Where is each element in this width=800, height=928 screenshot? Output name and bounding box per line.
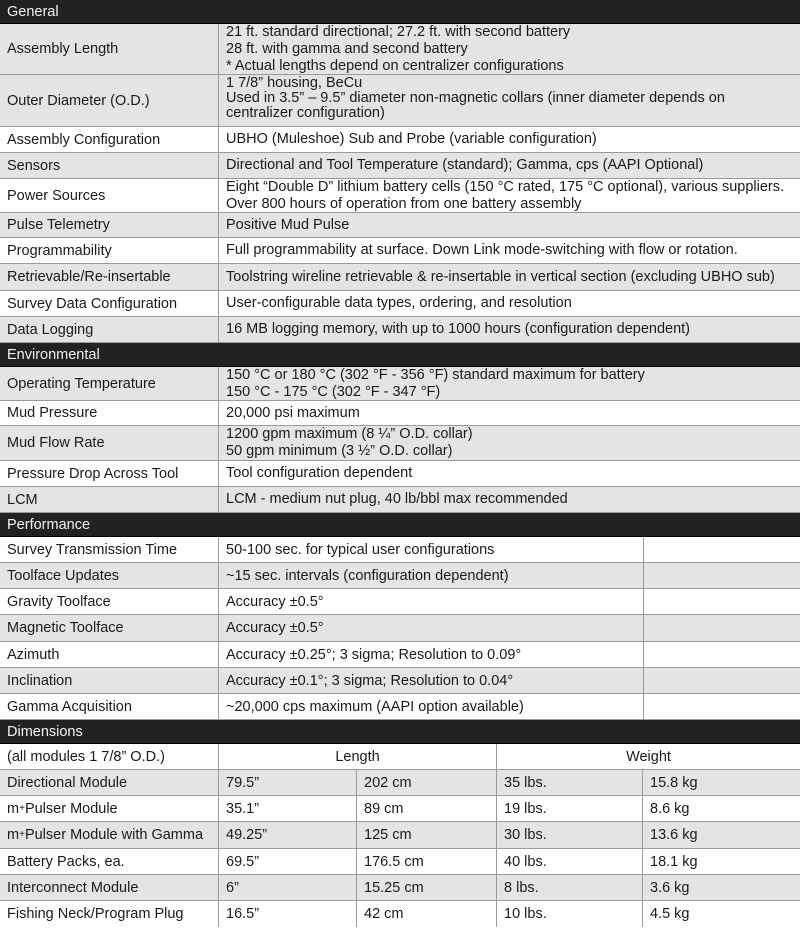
weight-kg: 18.1 kg [650,853,698,870]
spec-label: Assembly Configuration [0,127,219,152]
empty-cell [644,563,800,588]
length-cm: 125 cm [357,822,497,848]
spec-value-line: Positive Mud Pulse [226,216,350,233]
spec-value-line: Full programmability at surface. Down Link mode-switching with flow or rotation. [226,242,738,258]
weight-lbs: 35 lbs. [497,770,643,795]
perf-row-toolface-updates [0,563,800,589]
spec-value-line: 20,000 psi maximum [226,404,360,421]
perf-row-survey-transmission [0,537,800,563]
spec-label: Outer Diameter (O.D.) [0,75,219,126]
spec-label: Mud Pressure [0,401,219,425]
spec-value: Accuracy ±0.5° [219,615,644,641]
spec-row-lcm [0,487,800,513]
dimension-row [0,822,800,849]
weight-lbs: 8 lbs. [497,875,643,900]
empty-cell [644,694,800,719]
spec-label: Magnetic Toolface [0,615,219,641]
spec-label: Retrievable/Re-insertable [0,264,219,290]
spec-row-pulse-telemetry [0,213,800,238]
spec-value [219,426,800,460]
spec-value: Accuracy ±0.5° [219,589,644,614]
module-name: m + Pulser Module with Gamma [0,822,219,848]
spec-value-line: Used in 3.5” – 9.5” diameter non-magnetic collars (inner diameter depends on [226,90,725,106]
spec-value-line: 1 7/8” housing, BeCu [226,75,363,91]
length-cm: 176.5 cm [357,849,497,874]
spec-label: Data Logging [0,317,219,342]
dimensions-header-row [0,744,800,770]
spec-label: Pressure Drop Across Tool [0,461,219,486]
spec-value: ~15 sec. intervals (configuration dependent) [219,563,644,588]
spec-value [219,367,800,400]
spec-row-retrievable [0,264,800,291]
spec-row-power-sources [0,179,800,213]
spec-row-assembly-configuration [0,127,800,153]
spec-value-line: 150 °C or 180 °C (302 °F - 356 °F) standard maximum for battery [226,367,645,383]
module-name: Interconnect Module [0,875,219,900]
spec-row-outer-diameter [0,75,800,127]
spec-row-sensors [0,153,800,179]
spec-value-line: 21 ft. standard directional; 27.2 ft. with second battery [226,24,571,40]
spec-value: Accuracy ±0.25°; 3 sigma; Resolution to 0.09° [219,642,644,667]
perf-row-azimuth [0,642,800,668]
spec-label: Survey Transmission Time [0,537,219,562]
weight-lbs: 30 lbs. [497,822,643,848]
length-inches: 16.5” [219,901,357,927]
spec-value-line: LCM - medium nut plug, 40 lb/bbl max recommended [226,491,568,507]
dimension-row [0,849,800,875]
empty-cell [644,589,800,614]
spec-value [219,75,800,126]
spec-row-data-logging [0,317,800,343]
spec-value-line: Eight “Double D” lithium battery cells (150 °C rated, 175 °C optional), various suppliers. [226,179,785,195]
section-header-environmental: Environmental [0,343,800,367]
empty-cell [644,668,800,693]
spec-row-mud-flow-rate [0,426,800,461]
spec-label: Pulse Telemetry [0,213,219,237]
dimension-row [0,901,800,927]
spec-value-line: * Actual lengths depend on centralizer configurations [226,57,564,74]
length-cm: 15.25 cm [357,875,497,900]
spec-value [219,238,800,263]
spec-label: Sensors [0,153,219,178]
spec-value [219,487,800,512]
empty-cell [644,537,800,562]
spec-label: Survey Data Configuration [0,291,219,316]
module-name: Directional Module [0,770,219,795]
weight-lbs: 10 lbs. [497,901,643,927]
spec-row-programmability [0,238,800,264]
spec-value-line: Tool configuration dependent [226,465,413,481]
section-header-performance: Performance [0,513,800,537]
dimension-row [0,875,800,901]
spec-value-line: Over 800 hours of operation from one battery assembly [226,195,582,212]
spec-label: Mud Flow Rate [0,426,219,460]
length-inches: 79.5” [219,770,357,795]
dimension-row [0,796,800,822]
spec-label: Programmability [0,238,219,263]
spec-label: Azimuth [0,642,219,667]
perf-row-gravity-toolface [0,589,800,615]
spec-label: Inclination [0,668,219,693]
spec-value [219,291,800,316]
spec-label: Assembly Length [0,24,219,74]
spec-value [219,401,800,425]
length-inches: 6” [219,875,357,900]
spec-value: ~20,000 cps maximum (AAPI option available) [219,694,644,719]
dimension-row [0,770,800,796]
spec-label: LCM [0,487,219,512]
length-cm: 42 cm [357,901,497,927]
spec-value-line: 1200 gpm maximum (8 ¼” O.D. collar) [226,426,473,442]
perf-row-gamma-acquisition [0,694,800,720]
length-header: Length [219,744,497,769]
spec-value-line: 150 °C - 175 °C (302 °F - 347 °F) [226,383,441,400]
spec-value-line: 50 gpm minimum (3 ½” O.D. collar) [226,443,453,459]
spec-row-survey-data-configuration [0,291,800,317]
spec-value-line: Toolstring wireline retrievable & re-insertable in vertical section (excluding UBHO sub) [226,268,775,285]
weight-lbs: 40 lbs. [497,849,643,874]
spec-value [219,264,800,290]
section-header-dimensions: Dimensions [0,720,800,744]
spec-row-mud-pressure [0,401,800,426]
length-inches: 35.1” [219,796,357,821]
spec-value-line: Directional and Tool Temperature (standard); Gamma, cps (AAPI Optional) [226,157,704,173]
perf-row-magnetic-toolface [0,615,800,642]
length-cm: 89 cm [357,796,497,821]
empty-cell [644,642,800,667]
length-inches: 49.25” [219,822,357,848]
spec-label: Gravity Toolface [0,589,219,614]
spec-value: 50-100 sec. for typical user configurations [219,537,644,562]
spec-label: Toolface Updates [0,563,219,588]
spec-value [219,127,800,152]
spec-label: Power Sources [0,179,219,212]
spec-row-operating-temperature [0,367,800,401]
spec-value [219,317,800,342]
length-inches: 69.5” [219,849,357,874]
spec-value-line: centralizer configuration) [226,105,385,121]
spec-label: Operating Temperature [0,367,219,400]
empty-cell [644,615,800,641]
weight-kg: 13.6 kg [650,827,698,843]
weight-lbs: 19 lbs. [497,796,643,821]
perf-row-inclination [0,668,800,694]
weight-kg: 4.5 kg [650,906,690,922]
spec-value-line: 28 ft. with gamma and second battery [226,40,468,57]
weight-kg: 3.6 kg [650,879,690,896]
spec-value-line: User-configurable data types, ordering, and resolution [226,295,572,311]
spec-value [219,153,800,178]
spec-value [219,213,800,237]
spec-value [219,24,800,74]
weight-kg: 8.6 kg [650,800,690,817]
spec-row-assembly-length [0,24,800,75]
dimensions-note: (all modules 1 7/8” O.D.) [0,744,219,769]
module-name: Fishing Neck/Program Plug [0,901,219,927]
module-name: Battery Packs, ea. [0,849,219,874]
spec-value-line: 16 MB logging memory, with up to 1000 hours (configuration dependent) [226,321,691,337]
spec-value-line: UBHO (Muleshoe) Sub and Probe (variable configuration) [226,131,597,147]
spec-value [219,179,800,212]
module-name: m + Pulser Module [0,796,219,821]
length-cm: 202 cm [357,770,497,795]
spec-label: Gamma Acquisition [0,694,219,719]
spec-value: Accuracy ±0.1°; 3 sigma; Resolution to 0.04° [219,668,644,693]
section-header-general: General [0,0,800,24]
spec-value [219,461,800,486]
weight-header: Weight [626,748,671,765]
weight-kg: 15.8 kg [650,774,698,791]
spec-row-pressure-drop [0,461,800,487]
